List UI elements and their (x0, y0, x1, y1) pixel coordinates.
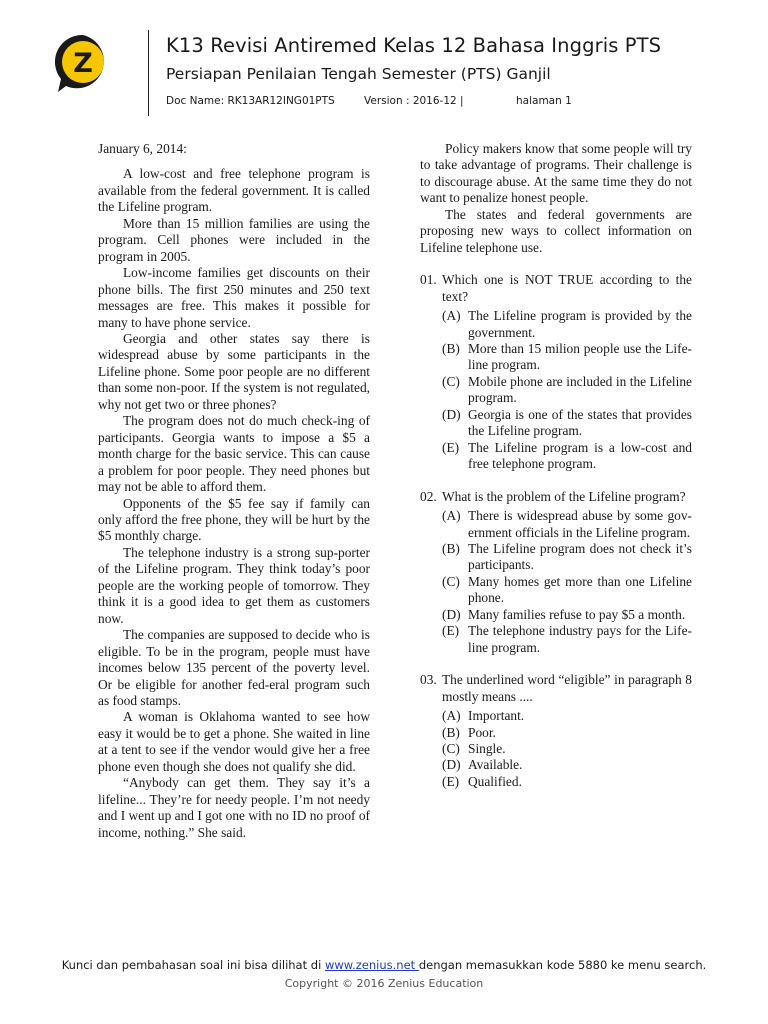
option-key: (A) (442, 508, 461, 524)
option-key: (A) (442, 308, 461, 324)
option-text: Important. (468, 708, 525, 724)
option-text: The telephone industry pays for the Life-line program. (468, 623, 692, 655)
question-2 (420, 489, 692, 657)
answer-option[interactable] (442, 757, 692, 773)
question-text: The underlined word “eligible” in paragraph 8 mostly means .... (442, 672, 692, 704)
answer-option[interactable] (442, 741, 692, 757)
answer-option[interactable] (442, 407, 692, 440)
option-key: (E) (442, 439, 460, 455)
passage-paragraph: Low-income families get discounts on their phone bills. The first 250 minutes and 250 text messages are free. This makes it possible for many to have phone service. (98, 265, 370, 330)
passage-paragraph: The companies are supposed to decide who is eligible. To be in the program, people must have incomes below 135 percent of the poverty level. Or be eligible for another fed-eral program such as food stamps. (98, 627, 370, 708)
passage-left-column (98, 141, 370, 841)
option-key: (C) (442, 573, 460, 589)
header-divider (148, 30, 149, 116)
answer-option[interactable] (442, 774, 692, 790)
option-key: (B) (442, 724, 460, 740)
footer-text-after: dengan memasukkan kode 5880 ke menu search. (418, 958, 707, 972)
footer-note (0, 958, 768, 972)
answer-option[interactable] (442, 374, 692, 407)
answer-option[interactable] (442, 725, 692, 741)
answer-option[interactable] (442, 308, 692, 341)
question-3 (420, 672, 692, 790)
question-number: 02. (420, 488, 437, 504)
question-text: What is the problem of the Lifeline program? (442, 488, 686, 504)
passage-date: January 6, 2014: (98, 141, 187, 156)
passage-paragraph: “Anybody can get them. They say it’s a lifeline... They’re for needy people. I’m not needy and I went up and I got one with no ID no proof of income, nothing.” She said. (98, 775, 370, 840)
answer-option[interactable] (442, 440, 692, 473)
option-key: (D) (442, 406, 461, 422)
option-text: Mobile phone are included in the Lifeline program. (468, 373, 692, 406)
logo-letter: Z (73, 48, 93, 79)
question-number: 01. (420, 272, 437, 288)
option-text: There is widespread abuse by some gov-ernment officials in the Lifeline program. (468, 508, 692, 540)
passage-paragraph: The states and federal governments are proposing new ways to collect information on Lifeline telephone use. (420, 206, 692, 255)
passage-paragraph: The program does not do much check-ing of participants. Georgia wants to impose a $5 a month charge for the basic service. This can cause a problem for poor people. They need phones but may not be able to afford them. (98, 413, 370, 495)
option-key: (B) (442, 340, 460, 356)
option-text: Many homes get more than one Lifeline phone. (468, 573, 692, 606)
question-text: Which one is NOT TRUE according to the text? (442, 272, 692, 304)
option-key: (D) (442, 606, 461, 622)
footer-text-before: Kunci dan pembahasan soal ini bisa dilihat di (61, 958, 325, 972)
passage-paragraph: Opponents of the $5 fee say if family can only afford the free phone, they will be hurt by the $5 monthly charge. (98, 495, 370, 544)
option-key: (E) (442, 623, 460, 639)
option-key: (C) (442, 740, 460, 756)
option-text: The Lifeline program is a low-cost and free telephone program. (468, 439, 692, 472)
option-text: The Lifeline program is provided by the government. (468, 308, 692, 340)
doc-version: Version : 2016-12 | (364, 95, 464, 107)
option-text: Poor. (468, 724, 496, 740)
option-key: (B) (442, 540, 460, 556)
answer-option[interactable] (442, 708, 692, 724)
copyright: Copyright © 2016 Zenius Education (284, 977, 484, 990)
page-number: halaman 1 (516, 95, 572, 107)
zenius-logo (52, 32, 114, 94)
option-text: Qualified. (468, 773, 522, 789)
passage-paragraph: A woman is Oklahoma wanted to see how easy it would be to get a phone. She waited in line at a tent to see if the vendor would give her a free phone even though she does not qualify she did. (98, 709, 370, 774)
document-subtitle: Persiapan Penilaian Tengah Semester (PTS) Ganjil (166, 65, 551, 83)
option-text: Single. (468, 740, 506, 756)
answer-option[interactable] (442, 623, 692, 656)
answer-option[interactable] (442, 508, 692, 541)
document-title: K13 Revisi Antiremed Kelas 12 Bahasa Inggris PTS (166, 34, 662, 57)
option-text: Available. (468, 757, 523, 773)
option-key: (E) (442, 773, 460, 789)
option-text: Georgia is one of the states that provides the Lifeline program. (468, 406, 692, 439)
zenius-link[interactable]: www.zenius.net (324, 958, 419, 972)
passage-paragraph: Georgia and other states say there is widespread abuse by some participants in the Lifeline phone. Some poor people are no different than some non-poor. If the system is not regulated, why not get two or three phones? (98, 330, 370, 412)
passage-paragraph: More than 15 million families are using the program. Cell phones were included in the program in 2005. (98, 215, 370, 264)
doc-name: Doc Name: RK13AR12ING01PTS (166, 95, 335, 107)
answer-option[interactable] (442, 541, 692, 574)
passage-paragraph: The telephone industry is a strong sup-porter of the Lifeline program. They think today’s poor people are the working people of tomorrow. They think it is a good idea to get them as customers now. (98, 544, 370, 626)
questions-right-column (420, 141, 692, 790)
question-number: 03. (420, 672, 437, 688)
passage-paragraph: Policy makers know that some people will try to take advantage of programs. Their challenge is to discourage abuse. At the same time they do not want to penalize honest people. (420, 141, 692, 206)
option-key: (C) (442, 373, 460, 389)
answer-option[interactable] (442, 607, 692, 623)
answer-option[interactable] (442, 574, 692, 607)
option-key: (D) (442, 757, 461, 773)
option-text: More than 15 milion people use the Life-line program. (468, 340, 692, 373)
option-text: The Lifeline program does not check it’s participants. (468, 540, 692, 573)
passage-paragraph: A low-cost and free telephone program is available from the federal government. It is called the Lifeline program. (98, 166, 370, 215)
answer-option[interactable] (442, 341, 692, 374)
question-1 (420, 272, 692, 472)
option-key: (A) (442, 708, 461, 724)
option-text: Many families refuse to pay $5 a month. (468, 606, 686, 622)
